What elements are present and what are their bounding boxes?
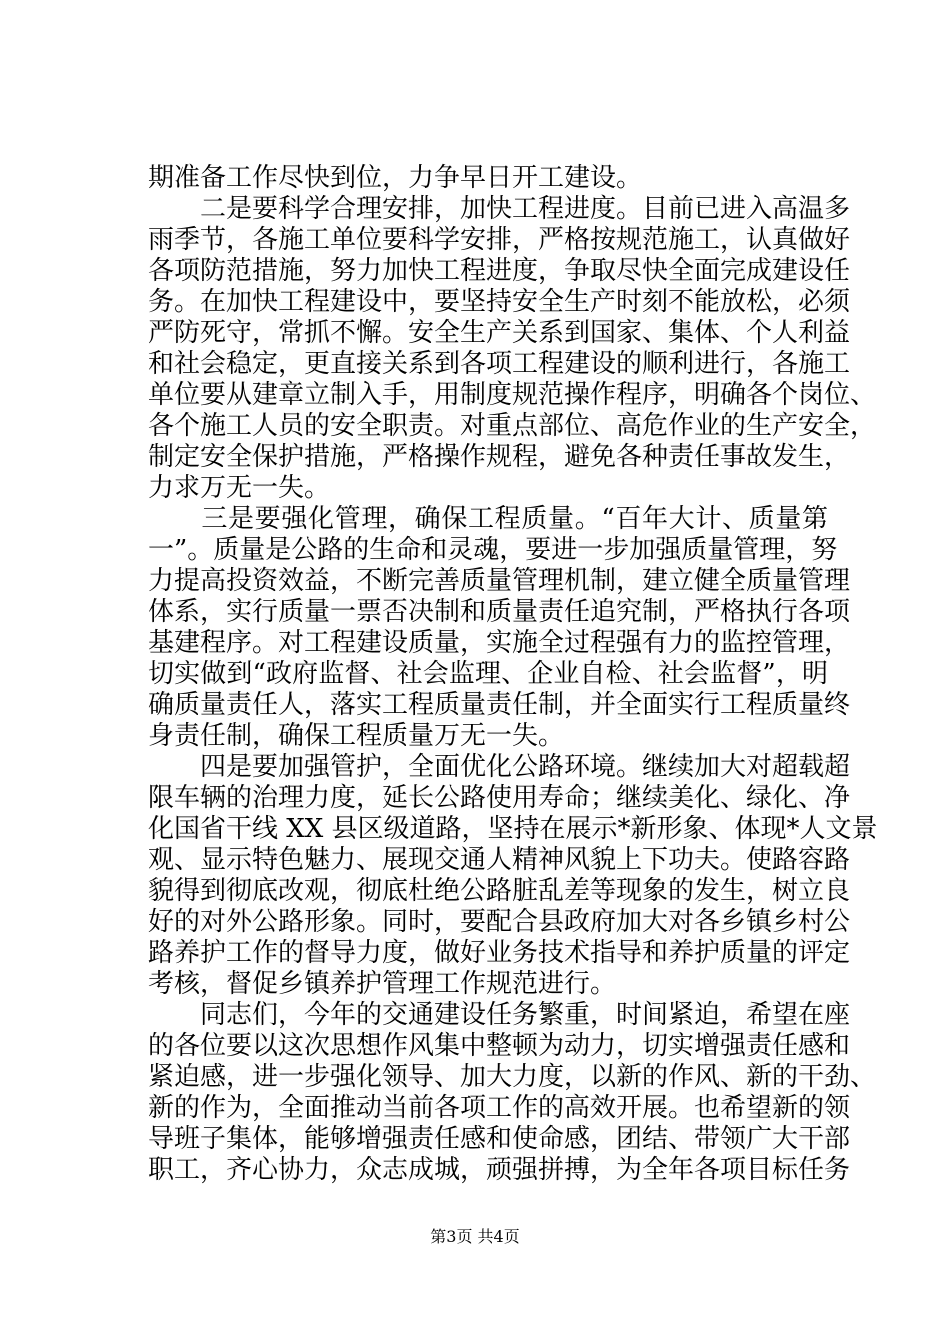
text-line: 务。在加快工程建设中，要坚持安全生产时刻不能放松，必须 [148,287,851,317]
text-line: 二是要科学合理安排，加快工程进度。目前已进入高温多 [148,194,851,224]
text-line: 期准备工作尽快到位，力争早日开工建设。 [148,163,643,193]
text-line: 好的对外公路形象。同时，要配合县政府加大对各乡镇乡村公 [148,907,851,937]
text-line: 体系，实行质量一票否决制和质量责任追究制，严格执行各项 [148,597,851,627]
text-line: 制定安全保护措施，严格操作规程，避免各种责任事故发生， [148,442,851,472]
text-line: 貌得到彻底改观，彻底杜绝公路脏乱差等现象的发生，树立良 [148,876,851,906]
text-line: 切实做到“政府监督、社会监理、企业自检、社会监督”，明 [148,659,828,689]
text-line: 新的作为，全面推动当前各项工作的高效开展。也希望新的领 [148,1093,851,1123]
text-line: 严防死守，常抓不懈。安全生产关系到国家、集体、个人利益 [148,318,851,348]
text-line: 紧迫感，进一步强化领导、加大力度，以新的作风、新的干劲、 [148,1062,877,1092]
text-line: 单位要从建章立制入手，用制度规范操作程序，明确各个岗位、 [148,380,877,410]
text-line: 三是要强化管理，确保工程质量。“百年大计、质量第 [148,504,828,534]
text-line: 导班子集体，能够增强责任感和使命感，团结、带领广大干部 [148,1124,851,1154]
text-line: 职工，齐心协力，众志成城，顽强拼搏，为全年各项目标任务 [148,1155,851,1185]
text-line: 的各位要以这次思想作风集中整顿为动力，切实增强责任感和 [148,1031,851,1061]
text-line: 雨季节，各施工单位要科学安排，严格按规范施工，认真做好 [148,225,851,255]
text-line: 力提高投资效益，不断完善质量管理机制，建立健全质量管理 [148,566,851,596]
text-line: 身责任制，确保工程质量万无一失。 [148,721,565,751]
text-line: 各个施工人员的安全职责。对重点部位、高危作业的生产安全， [148,411,877,441]
text-line: 四是要加强管护，全面优化公路环境。继续加大对超载超 [148,752,851,782]
text-line: 路养护工作的督导力度，做好业务技术指导和养护质量的评定 [148,938,851,968]
page-number-footer: 第3页 共4页 [430,1227,520,1246]
text-line: 基建程序。对工程建设质量，实施全过程强有力的监控管理， [148,628,851,658]
text-line: 力求万无一失。 [148,473,331,503]
text-line: 观、显示特色魅力、展现交通人精神风貌上下功夫。使路容路 [148,845,851,875]
text-line: 同志们，今年的交通建设任务繁重，时间紧迫，希望在座 [148,1000,851,1030]
text-line: 确质量责任人，落实工程质量责任制，并全面实行工程质量终 [148,690,851,720]
text-line: 化国省干线 XX 县区级道路，坚持在展示*新形象、体现*人文景 [148,814,878,844]
text-line: 一”。质量是公路的生命和灵魂，要进一步加强质量管理，努 [148,535,838,565]
text-line: 限车辆的治理力度，延长公路使用寿命；继续美化、绿化、净 [148,783,851,813]
text-line: 各项防范措施，努力加快工程进度，争取尽快全面完成建设任 [148,256,851,286]
text-line: 和社会稳定，更直接关系到各项工程建设的顺利进行，各施工 [148,349,851,379]
text-line: 考核，督促乡镇养护管理工作规范进行。 [148,969,617,999]
